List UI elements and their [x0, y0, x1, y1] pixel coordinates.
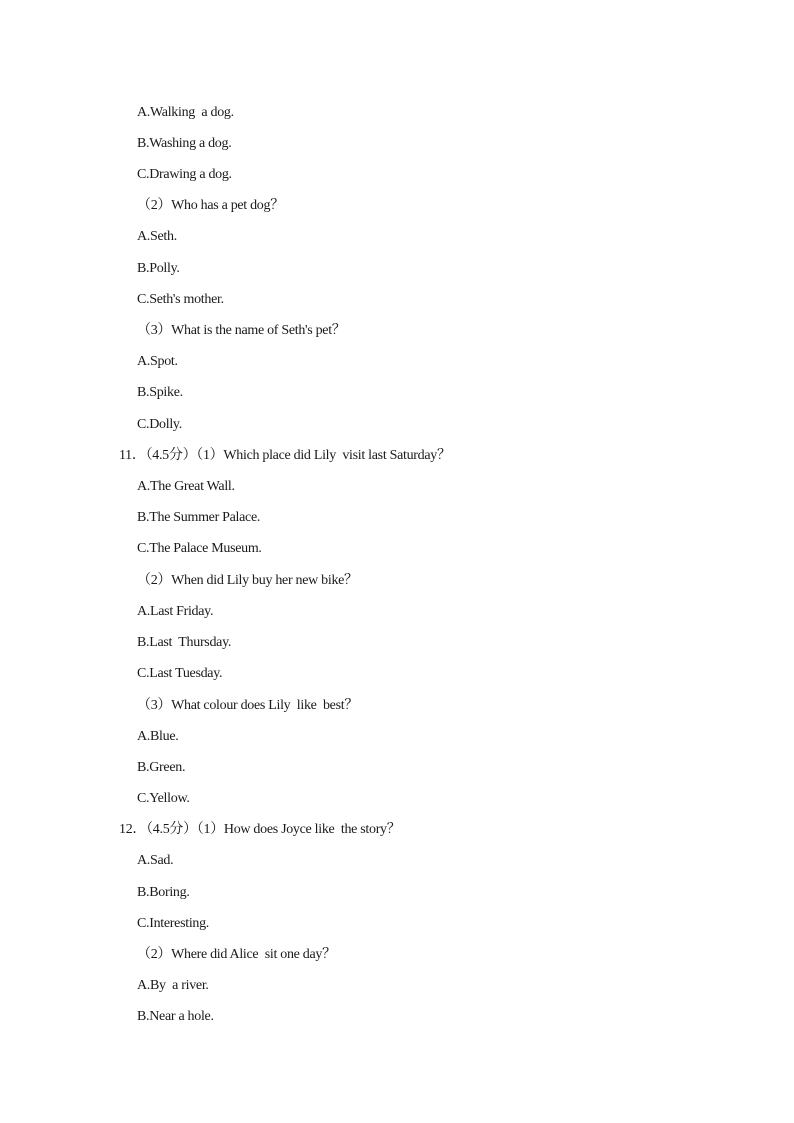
q11-part1-option-c: C.The Palace Museum. — [137, 541, 262, 556]
q12-part2-option-a: A.By a river. — [137, 978, 209, 993]
q11-part2-option-a: A.Last Friday. — [137, 604, 214, 619]
q12-part1-option-a: A.Sad. — [137, 853, 174, 868]
q11-part1-option-a: A.The Great Wall. — [137, 479, 235, 494]
q10-part1-option-a: A.Walking a dog. — [137, 105, 234, 120]
q10-part3-option-a: A.Spot. — [137, 354, 178, 369]
q10-part2-option-a: A.Seth. — [137, 229, 177, 244]
q12-part2-question: （2）Where did Alice sit one day？ — [137, 947, 336, 962]
q10-part2-option-c: C.Seth's mother. — [137, 292, 224, 307]
q10-part2-option-b: B.Polly. — [137, 261, 180, 276]
q11-part2-option-c: C.Last Tuesday. — [137, 666, 223, 681]
q10-part3-option-b: B.Spike. — [137, 385, 183, 400]
q10-part1-option-c: C.Drawing a dog. — [137, 167, 232, 182]
q11-header: 11．（4.5分）（1）Which place did Lily visit last Saturday？ — [119, 448, 451, 463]
q12-header: 12．（4.5分）（1）How does Joyce like the story？ — [119, 822, 401, 837]
q11-part3-option-b: B.Green. — [137, 760, 186, 775]
q11-part1-option-b: B.The Summer Palace. — [137, 510, 261, 525]
q10-part3-question: （3）What is the name of Seth's pet？ — [137, 323, 346, 338]
q10-part3-option-c: C.Dolly. — [137, 417, 182, 432]
q11-part3-question: （3）What colour does Lily like best？ — [137, 698, 359, 713]
q10-part2-question: （2）Who has a pet dog？ — [137, 198, 284, 213]
q11-part3-option-a: A.Blue. — [137, 729, 179, 744]
q11-part2-option-b: B.Last Thursday. — [137, 635, 232, 650]
q12-part1-option-c: C.Interesting. — [137, 916, 210, 931]
q11-part2-question: （2）When did Lily buy her new bike？ — [137, 573, 358, 588]
q10-part1-option-b: B.Washing a dog. — [137, 136, 232, 151]
q12-part1-option-b: B.Boring. — [137, 885, 190, 900]
q11-part3-option-c: C.Yellow. — [137, 791, 190, 806]
q12-part2-option-b: B.Near a hole. — [137, 1009, 214, 1024]
